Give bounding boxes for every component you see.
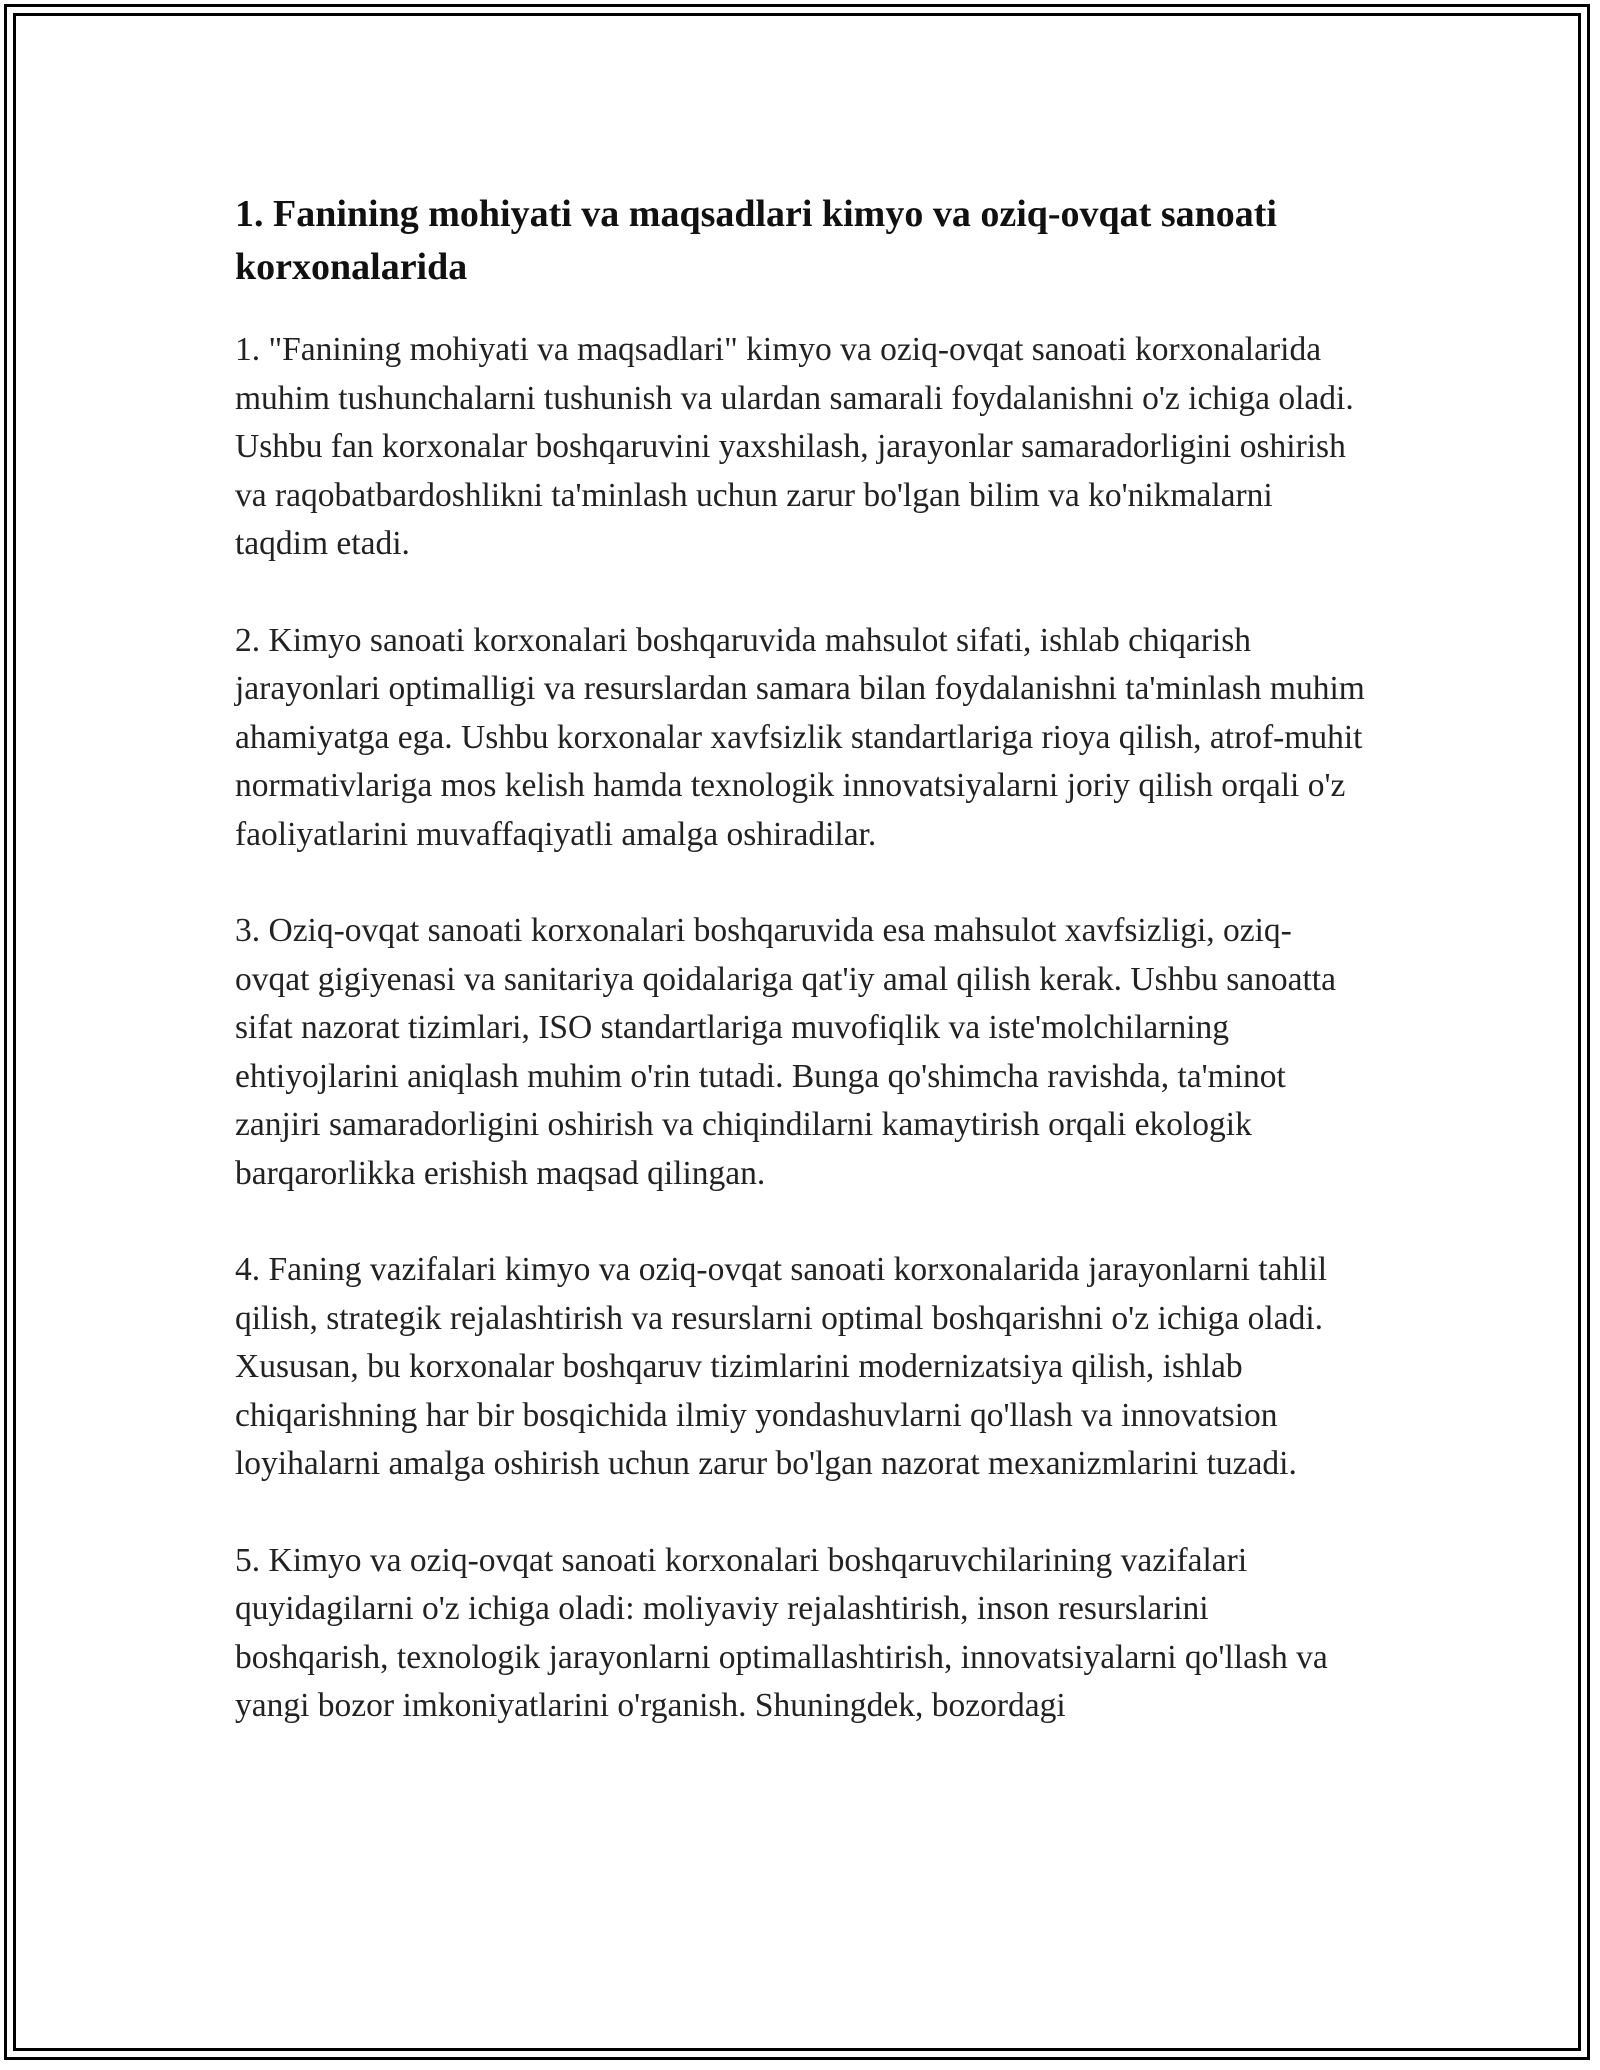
document-body xyxy=(235,188,1365,1779)
paragraph-1: 1. "Fanining mohiyati va maqsadlari" kimyo va oziq-ovqat sanoati korxonalarida muhim tushunchalarni tushunish va ulardan samarali foydalanishni o'z ichiga oladi. Ushbu fan korxonalar boshqaruvini yaxshilash, jarayonlar samaradorligini oshirish va raqobatbardoshlikni ta'minlash uchun zarur bo'lgan bilim va ko'nikmalarni taqdim etadi. xyxy=(235,331,1354,562)
paragraph-2: 2. Kimyo sanoati korxonalari boshqaruvida mahsulot sifati, ishlab chiqarish jarayonlari optimalligi va resurslardan samara bilan foydalanishni ta'minlash muhim ahamiyatga ega. Ushbu korxonalar xavfsizlik standartlariga rioya qilish, atrof-muhit normativlariga mos kelish hamda texnologik innovatsiyalarni joriy qilish orqali o'z faoliyatlarini muvaffaqiyatli amalga oshiradilar. xyxy=(235,621,1365,853)
paragraph-3: 3. Oziq-ovqat sanoati korxonalari boshqaruvida esa mahsulot xavfsizligi, oziq-ovqat gigiyenasi va sanitariya qoidalariga qat'iy amal qilish kerak. Ushbu sanoatta sifat nazorat tizimlari, ISO standartlariga muvofiqlik va iste'molchilarning ehtiyojlarini aniqlash muhim o'rin tutadi. Bunga qo'shimcha ravishda, ta'minot zanjiri samaradorligini oshirish va chiqindilarni kamaytirish orqali ekologik barqarorlikka erishish maqsad qilingan. xyxy=(235,912,1336,1192)
page-title: 1. Fanining mohiyati va maqsadlari kimyo va oziq-ovqat sanoati korxonalarida xyxy=(235,193,1277,288)
paragraph-4: 4. Faning vazifalari kimyo va oziq-ovqat sanoati korxonalarida jarayonlarni tahlil qilish, strategik rejalashtirish va resurslarni optimal boshqarishni o'z ichiga oladi. Xususan, bu korxonalar boshqaruv tizimlarini modernizatsiya qilish, ishlab chiqarishning har bir bosqichida ilmiy yondashuvlarni qo'llash va innovatsion loyihalarni amalga oshirish uchun zarur bo'lgan nazorat mexanizmlarini tuzadi. xyxy=(235,1251,1328,1482)
paragraph-5: 5. Kimyo va oziq-ovqat sanoati korxonalari boshqaruvchilarining vazifalari quyidagilarni o'z ichiga oladi: moliyaviy rejalashtirish, inson resurslarini boshqarish, texnologik jarayonlarni optimallashtirish, innovatsiyalarni qo'llash va yangi bozor imkoniyatlarini o'rganish. Shuningdek, bozordagi xyxy=(235,1541,1328,1724)
